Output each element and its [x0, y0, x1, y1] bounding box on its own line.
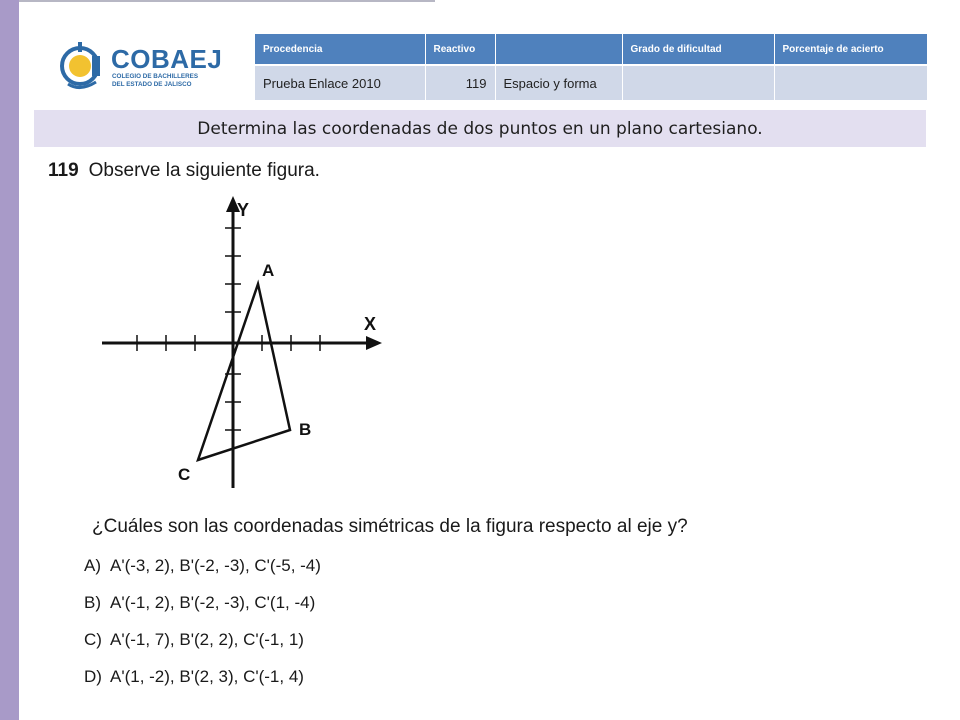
option-d-letter: D) — [84, 667, 102, 686]
objective-banner: Determina las coordenadas de dos puntos en un plano cartesiano. — [34, 110, 926, 147]
point-b-label: B — [299, 420, 312, 439]
option-c-text: A'(-1, 7), B'(2, 2), C'(-1, 1) — [110, 630, 304, 649]
question-ask: ¿Cuáles son las coordenadas simétricas de la figura respecto al eje y? — [92, 516, 688, 537]
option-c[interactable] — [84, 630, 304, 650]
table-row — [255, 65, 927, 100]
metadata-table — [255, 34, 928, 100]
y-axis-label: Y — [237, 200, 250, 220]
option-a[interactable] — [84, 556, 321, 576]
cell-tema: Espacio y forma — [495, 65, 622, 100]
cell-dificultad — [622, 65, 774, 100]
question-header — [48, 160, 320, 182]
option-b-letter: B) — [84, 593, 101, 612]
cell-procedencia: Prueba Enlace 2010 — [255, 65, 425, 100]
question-number: 119 — [48, 160, 79, 181]
cell-porcentaje — [774, 65, 927, 100]
option-b-text: A'(-1, 2), B'(-2, -3), C'(1, -4) — [110, 593, 316, 612]
logo-subtitle: COLEGIO DE BACHILLERES DEL ESTADO DE JALISCO — [112, 73, 199, 88]
question-prompt: Observe la siguiente figura. — [88, 160, 320, 181]
header-reactivo: Reactivo — [425, 34, 495, 65]
triangle-abc — [198, 284, 290, 460]
option-a-text: A'(-3, 2), B'(-2, -3), C'(-5, -4) — [110, 556, 321, 575]
cartesian-figure — [96, 188, 396, 498]
option-d-text: A'(1, -2), B'(2, 3), C'(-1, 4) — [110, 667, 304, 686]
header-porcentaje: Porcentaje de acierto — [774, 34, 927, 65]
header-dificultad: Grado de dificultad — [622, 34, 774, 65]
logo-wordmark: COBAEJ — [111, 44, 223, 74]
cobaej-logo — [58, 38, 243, 94]
option-a-letter: A) — [84, 556, 101, 575]
x-axis-arrow-icon — [366, 336, 382, 350]
header-procedencia: Procedencia — [255, 34, 425, 65]
option-d[interactable] — [84, 667, 304, 687]
table-header-row — [255, 34, 927, 65]
option-b[interactable] — [84, 593, 315, 613]
top-divider — [19, 0, 435, 2]
option-c-letter: C) — [84, 630, 102, 649]
cell-reactivo: 119 — [425, 65, 495, 100]
x-axis-label: X — [364, 314, 377, 334]
left-accent-bar — [0, 0, 19, 720]
point-c-label: C — [178, 465, 191, 484]
point-a-label: A — [262, 261, 275, 280]
header-blank — [495, 34, 622, 65]
cobaej-emblem-icon — [58, 38, 110, 94]
